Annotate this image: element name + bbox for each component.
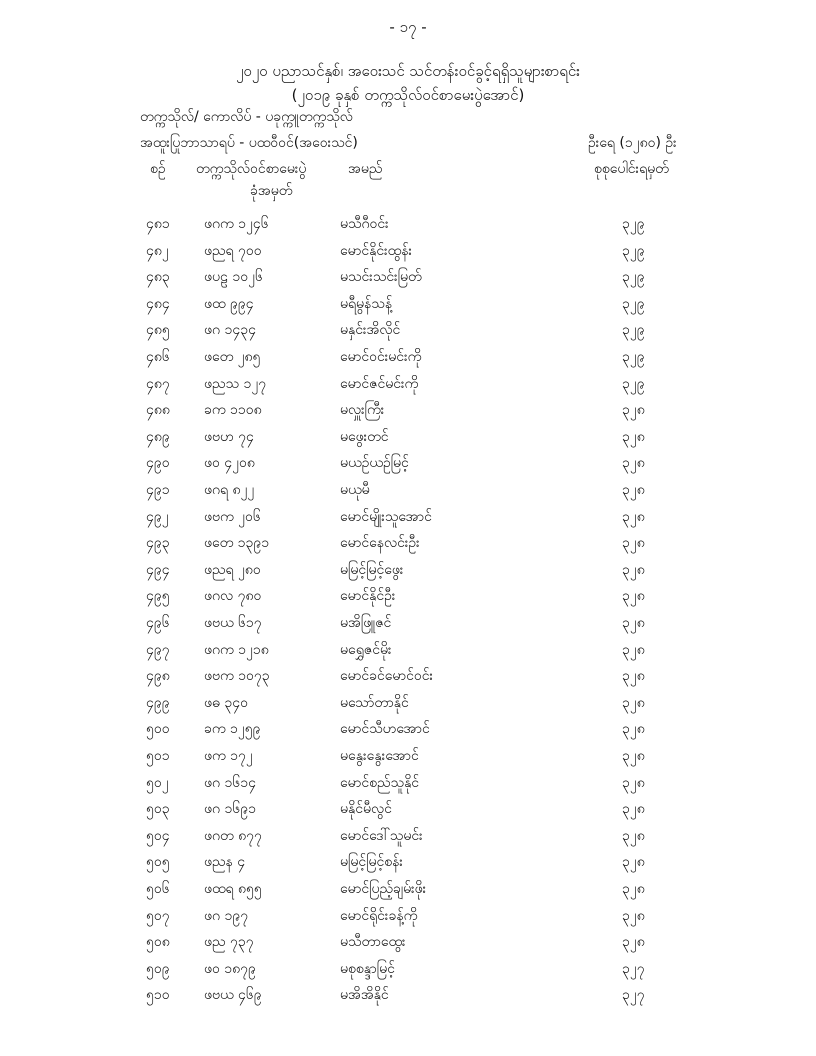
table-row (0, 640, 816, 660)
table-row (0, 320, 816, 340)
roll-number: ဖည ၇၃၇ (204, 934, 254, 951)
total-mark: ၃၂၉ (622, 375, 645, 392)
table-row (0, 719, 816, 739)
row-number: ၅၀၀ (146, 721, 170, 738)
total-mark: ၃၂၉ (622, 269, 645, 286)
table-row (0, 374, 816, 394)
column-header-total: စုစုပေါင်းရမှတ် (594, 161, 669, 177)
roll-number: ဖဝ ၄၂၀၈ (204, 455, 255, 472)
table-row (0, 427, 816, 447)
column-header-roll-sub: ခုံအမှတ် (250, 183, 293, 199)
page-number: - ၁၇ - (389, 18, 427, 36)
university-line: တက္ကသိုလ်/ ကောလိပ် - ပခုက္ကူတက္ကသိုလ် (140, 109, 353, 125)
student-name: မောင်နိုင်းထွန်း (340, 242, 413, 259)
major-line: အထူးပြုဘာသာရပ် - ပထဝီဝင်(အဝေးသင်) (140, 135, 358, 151)
row-number: ၄၉၇ (146, 641, 170, 658)
total-mark: ၃၂၈ (622, 721, 645, 738)
row-number: ၄၉၆ (146, 615, 170, 631)
document-title: ၂၀၂၀ ပညာသင်နှစ်၊ အဝေးသင် သင်တန်းဝင်ခွင့်ရရှိသူများစာရင်း (236, 62, 580, 80)
student-name: မောင်နေလင်းဦး (340, 535, 420, 552)
row-number: ၄၉၀ (146, 455, 170, 472)
student-name: မနွေးနွေးအောင် (340, 748, 419, 764)
row-number: ၄၈၆ (146, 349, 170, 365)
table-row (0, 906, 816, 926)
total-mark: ၃၂၈ (622, 482, 645, 498)
total-mark: ၃၂၈ (622, 907, 645, 924)
table-row (0, 480, 816, 500)
table-row (0, 746, 816, 766)
row-number: ၄၈၉ (146, 428, 170, 445)
row-number: ၄၉၉ (146, 694, 170, 711)
total-mark: ၃၂၈ (622, 694, 645, 711)
table-row (0, 400, 816, 420)
row-number: ၄၈၄ (146, 295, 170, 312)
roll-number: ဖဗယ ၆၁၇ (204, 615, 262, 631)
student-name: မသင်းသင်းမြတ် (340, 269, 422, 286)
table-row (0, 560, 816, 580)
roll-number: ဖဂ ၁၉၇ (204, 907, 249, 924)
total-mark: ၃၂၈ (622, 588, 645, 605)
roll-number: ဖဂတ ၈၇၇ (204, 827, 262, 844)
table-row (0, 613, 816, 633)
row-number: ၅၀၅ (146, 854, 170, 871)
table-row (0, 932, 816, 952)
row-number: ၄၈၇ (146, 375, 170, 392)
table-row (0, 852, 816, 872)
row-number: ၅၀၂ (146, 774, 169, 791)
total-mark: ၃၂၈ (622, 881, 645, 897)
total-mark: ၃၂၈ (622, 854, 645, 871)
total-mark: ၃၂၈ (622, 455, 645, 472)
total-mark: ၃၂၈ (622, 801, 645, 818)
table-row (0, 241, 816, 261)
table-row (0, 985, 816, 1005)
student-name: မနိုင်မီလွင် (340, 801, 392, 818)
roll-number: ဖညရ ၇၀၀ (204, 242, 262, 259)
student-name: မမြင့်မြင့်ဖွေး (340, 561, 404, 578)
column-header-no: စဉ် (150, 161, 166, 177)
student-name: မောင်စည်သူနိုင် (340, 774, 420, 791)
row-number: ၄၉၂ (146, 508, 169, 525)
student-name: မသော်တာနိုင် (340, 694, 409, 711)
roll-number: ဖဗဟ ၇၄ (204, 428, 254, 445)
total-mark: ၃၂၈ (622, 668, 645, 685)
total-mark: ၃၂၈ (622, 508, 645, 525)
roll-number: ဖပဠ ၁၀၂၆ (204, 269, 263, 286)
student-name: မအိအိနိုင် (340, 987, 389, 1004)
roll-number: ဖဗက ၁၀၇၃ (204, 668, 270, 685)
total-mark: ၃၂၈ (622, 774, 645, 791)
roll-number: ဖဗယ ၄၆၉ (204, 987, 262, 1004)
total-mark: ၃၂၈ (622, 615, 645, 631)
table-row (0, 666, 816, 686)
table-row (0, 799, 816, 819)
total-mark: ၃၂၈ (622, 428, 645, 445)
row-number: ၄၈၅ (146, 322, 170, 339)
roll-number: ဖဝ ၁၈၇၉ (204, 960, 256, 977)
roll-number: ခက ၁၂၅၉ (204, 721, 261, 738)
row-number: ၅၀၄ (146, 827, 170, 844)
total-mark: ၃၂၈ (622, 748, 645, 764)
roll-number: ဖဂ ၁၄၃၄ (204, 322, 256, 339)
document-subtitle: (၂၀၁၉ ခုနှစ် တက္ကသိုလ်ဝင်စာမေးပွဲအောင်) (291, 86, 525, 104)
row-number: ၅၀၆ (146, 881, 170, 897)
total-mark: ၃၂၈ (622, 641, 645, 658)
table-row (0, 347, 816, 367)
student-name: မနှင်းအိလိုင် (340, 322, 401, 339)
row-number: ၄၈၈ (146, 402, 170, 419)
headcount: ဦးရေ (၁၂၈၀) ဦး (588, 135, 677, 151)
roll-number: ဖဂရ ၈၂၂ (204, 482, 255, 498)
student-name: မမြင့်မြင့်စန်း (340, 854, 403, 871)
student-name: မဖွေးတင် (340, 428, 389, 445)
roll-number: ခက ၁၁၀၈ (204, 402, 262, 419)
table-row (0, 959, 816, 979)
table-row (0, 879, 816, 899)
row-number: ၅၀၁ (146, 748, 170, 764)
row-number: ၄၉၄ (146, 561, 170, 578)
row-number: ၄၉၁ (146, 482, 170, 498)
row-number: ၄၉၃ (146, 535, 170, 552)
table-row (0, 586, 816, 606)
row-number: ၄၈၁ (146, 216, 170, 232)
table-row (0, 294, 816, 314)
total-mark: ၃၂၉ (622, 295, 645, 312)
roll-number: ဖတေ ၂၈၅ (204, 349, 261, 365)
student-name: မောင်ပြည့်ချမ်းဖိုး (340, 881, 427, 897)
roll-number: ဖဂက ၁၂၁၈ (204, 641, 269, 658)
roll-number: ဖတေ ၁၃၉၁ (204, 535, 270, 552)
student-name: မောင်မျိုးသူအောင် (340, 508, 432, 525)
student-name: မောင်ဝင်းမင်းကို (340, 349, 422, 365)
row-number: ၅၀၈ (146, 934, 170, 951)
student-name: မယဉ်ယဉ်မြင့် (340, 455, 409, 472)
roll-number: ဖညရ ၂၈၀ (204, 561, 261, 578)
row-number: ၅၀၉ (146, 960, 170, 977)
row-number: ၄၉၅ (146, 588, 170, 605)
row-number: ၅၀၇ (146, 907, 170, 924)
roll-number: ဖဂ ၁၆၉၁ (204, 801, 256, 818)
total-mark: ၃၂၇ (622, 987, 645, 1004)
row-number: ၄၈၃ (146, 269, 170, 286)
total-mark: ၃၂၉ (622, 349, 645, 365)
student-name: မစုစန္ဒာမြင့် (340, 960, 395, 977)
roll-number: ဖက ၁၇၂ (204, 748, 253, 764)
row-number: ၅၀၃ (146, 801, 170, 818)
total-mark: ၃၂၈ (622, 934, 645, 951)
table-row (0, 693, 816, 713)
student-name: မောင်ရိုင်းခန့်ကို (340, 907, 418, 924)
student-name: မရွှေဇင်မိုး (340, 641, 392, 658)
roll-number: ဖဂလ ၇၈၀ (204, 588, 262, 605)
total-mark: ၃၂၉ (622, 216, 645, 232)
student-name: မရီမွန်သန့် (340, 295, 393, 312)
table-row (0, 773, 816, 793)
table-row (0, 826, 816, 846)
roll-number: ဖဗက ၂၀၆ (204, 508, 261, 525)
total-mark: ၃၂၈ (622, 827, 645, 844)
student-name: မောင်ခင်မောင်ဝင်း (340, 668, 434, 685)
student-name: မောင်နိုင်ဦး (340, 588, 396, 605)
roll-number: ဖညန ၄ (204, 854, 246, 871)
table-row (0, 533, 816, 553)
student-name: မယုမီ (340, 482, 370, 498)
column-header-name: အမည် (348, 161, 383, 177)
roll-number: ဖညသ ၁၂၇ (204, 375, 267, 392)
roll-number: ဖဂက ၁၂၄၆ (204, 216, 269, 232)
total-mark: ၃၂၈ (622, 561, 645, 578)
student-name: မသီဂီဝင်း (340, 216, 389, 232)
total-mark: ၃၂၉ (622, 322, 645, 339)
student-name: မသီတာထွေး (340, 934, 406, 951)
student-name: မောင်ဒေါ်သူမင်း (340, 827, 423, 844)
student-name: မအိဖြူဇင် (340, 615, 392, 631)
table-row (0, 453, 816, 473)
row-number: ၄၉၈ (146, 668, 170, 685)
table-row (0, 214, 816, 234)
roll-number: ဖဓ ၃၄၀ (204, 694, 248, 711)
table-row (0, 507, 816, 527)
roll-number: ဖထရ ၈၅၅ (204, 881, 262, 897)
row-number: ၅၁၀ (146, 987, 170, 1004)
student-name: မောင်ဇင်မင်းကို (340, 375, 419, 392)
total-mark: ၃၂၇ (622, 960, 645, 977)
total-mark: ၃၂၈ (622, 402, 645, 419)
roll-number: ဖထ ၉၉၄ (204, 295, 254, 312)
total-mark: ၃၂၉ (622, 242, 645, 259)
total-mark: ၃၂၈ (622, 535, 645, 552)
row-number: ၄၈၂ (146, 242, 169, 259)
table-row (0, 267, 816, 287)
student-name: မလှူးကြီး (340, 402, 385, 419)
column-header-roll: တက္ကသိုလ်ဝင်စာမေးပွဲ (196, 161, 307, 177)
student-name: မောင်သီဟအောင် (340, 721, 430, 738)
roll-number: ဖဂ ၁၆၁၄ (204, 774, 256, 791)
